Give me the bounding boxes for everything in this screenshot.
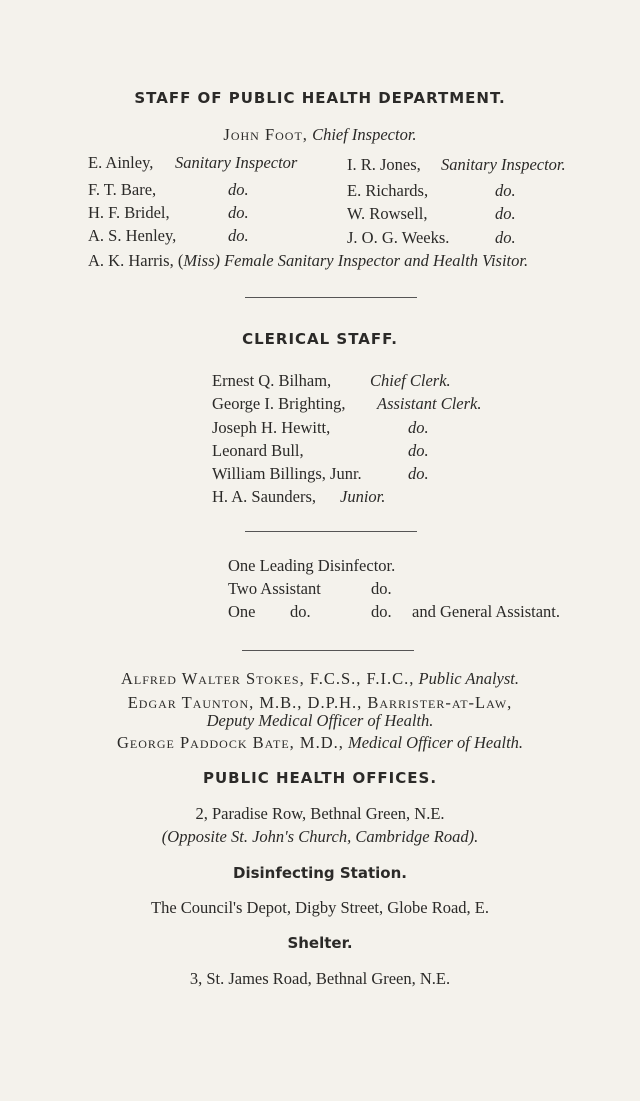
divider	[242, 650, 414, 651]
clerical-heading: CLERICAL STAFF.	[242, 330, 398, 348]
inspector-name: H. F. Bridel,	[88, 203, 170, 222]
staff-heading: STAFF OF PUBLIC HEALTH DEPARTMENT.	[134, 89, 506, 107]
inspector-role: Sanitary Inspector	[175, 153, 298, 172]
offices-heading: PUBLIC HEALTH OFFICES.	[202, 769, 438, 787]
moh-name: George Paddock Bate, M.D.,	[116, 733, 344, 752]
health-visitor-name: A. K. Harris, (	[88, 251, 184, 270]
clerk-name: Joseph H. Hewitt,	[212, 418, 331, 437]
deputy-role: Deputy Medical Officer of Health.	[206, 711, 434, 730]
chief-inspector-line	[0, 125, 640, 145]
disinfector-line: One Leading Disinfector.	[228, 556, 396, 575]
offices-note: (Opposite St. John's Church, Cambridge Road).	[161, 827, 479, 846]
clerk-role: do.	[408, 418, 429, 437]
moh-role: Medical Officer of Health.	[347, 733, 524, 752]
clerk-role: Junior.	[340, 487, 386, 506]
chief-inspector-role: Chief Inspector.	[312, 125, 417, 144]
inspector-role: do.	[495, 228, 516, 247]
clerk-name: George I. Brighting,	[212, 394, 346, 413]
inspector-role: do.	[495, 204, 516, 223]
disinfector-ditto: do.	[371, 579, 392, 598]
health-visitor-role: ) Female Sanitary Inspector and Health Visitor.	[214, 251, 529, 270]
clerk-name: Leonard Bull,	[212, 441, 304, 460]
divider	[245, 297, 417, 298]
inspector-name: A. S. Henley,	[88, 226, 177, 245]
shelter-address: 3, St. James Road, Bethnal Green, N.E.	[189, 969, 451, 988]
inspector-name: E. Ainley,	[88, 153, 154, 172]
inspector-role: do.	[495, 181, 516, 200]
analyst-role: Public Analyst.	[418, 669, 520, 688]
offices-address: 2, Paradise Row, Bethnal Green, N.E.	[195, 804, 445, 823]
inspector-role: Sanitary Inspector.	[441, 155, 566, 174]
clerk-role: Assistant Clerk.	[377, 394, 482, 413]
inspector-name: W. Rowsell,	[347, 204, 428, 223]
moh-line	[0, 733, 640, 753]
shelter-heading: Shelter.	[287, 934, 353, 952]
inspector-role: do.	[228, 226, 249, 245]
inspector-role: do.	[228, 180, 249, 199]
station-address: The Council's Depot, Digby Street, Globe Road, E.	[151, 898, 489, 917]
health-visitor-title: Miss	[183, 251, 215, 270]
clerk-name: H. A. Saunders,	[212, 487, 317, 506]
clerk-role: do.	[408, 464, 429, 483]
chief-inspector-name: John Foot,	[223, 125, 308, 144]
clerk-name: Ernest Q. Bilham,	[212, 371, 332, 390]
deputy-name: Edgar Taunton, M.B., D.P.H., Barrister-at-Law,	[127, 693, 513, 712]
inspector-name: E. Richards,	[347, 181, 429, 200]
analyst-line	[0, 669, 640, 689]
disinfector-line: Two Assistant	[228, 579, 321, 598]
disinfector-ditto: do.	[371, 602, 392, 621]
station-heading: Disinfecting Station.	[233, 864, 407, 882]
disinfector-line: and General Assistant.	[412, 602, 561, 621]
disinfector-line: One	[228, 602, 256, 621]
inspector-name: J. O. G. Weeks.	[347, 228, 450, 247]
health-visitor-line	[88, 251, 528, 271]
analyst-name: Alfred Walter Stokes, F.C.S., F.I.C.,	[120, 669, 415, 688]
divider	[245, 531, 417, 532]
disinfector-ditto: do.	[290, 602, 311, 621]
inspector-name: I. R. Jones,	[347, 155, 421, 174]
clerk-name: William Billings, Junr.	[212, 464, 362, 483]
inspector-name: F. T. Bare,	[88, 180, 157, 199]
inspector-role: do.	[228, 203, 249, 222]
clerk-role: do.	[408, 441, 429, 460]
clerk-role: Chief Clerk.	[370, 371, 451, 390]
